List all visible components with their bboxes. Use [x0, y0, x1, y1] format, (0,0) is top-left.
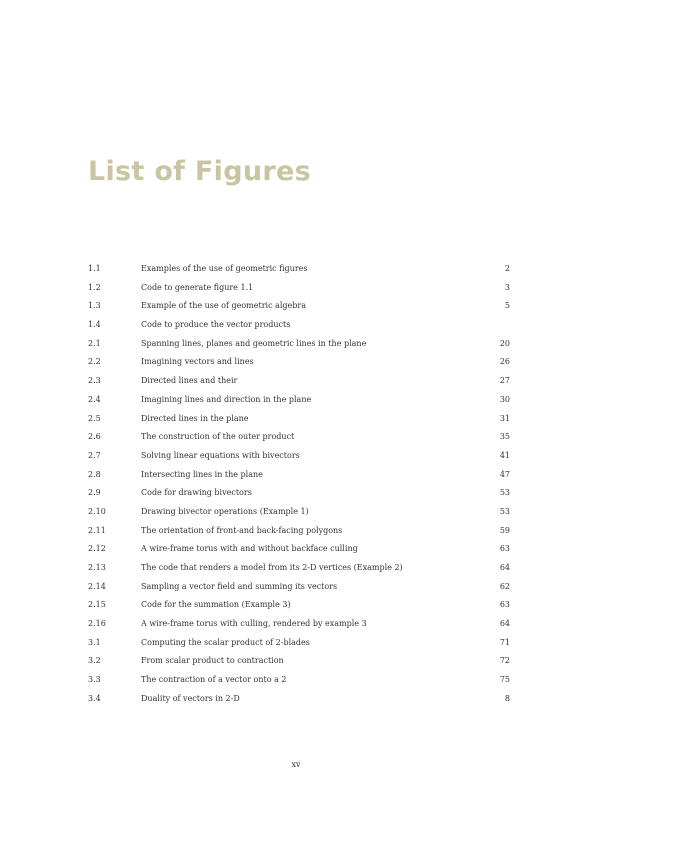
figure-page-number: 35 [499, 432, 510, 442]
figure-number: 2.13 [88, 563, 106, 572]
figure-entry[interactable] [88, 503, 510, 522]
figure-page-number: 72 [499, 656, 510, 666]
list-of-figures [88, 260, 510, 709]
figure-number: 1.1 [88, 264, 101, 273]
figure-caption: Imagining lines and direction in the plane [141, 394, 312, 404]
figure-number: 3.4 [88, 693, 101, 703]
figure-entry[interactable] [88, 335, 510, 354]
figure-page-number: 5 [504, 301, 510, 311]
figure-number: 2.12 [88, 544, 106, 554]
figure-entry[interactable] [88, 559, 510, 578]
figure-entry[interactable] [88, 447, 510, 466]
figure-entry[interactable] [88, 353, 510, 372]
figure-caption: Code to generate figure 1.1 [141, 282, 254, 292]
figure-caption: Drawing bivector operations (Example 1) [141, 506, 309, 516]
figure-number: 2.4 [88, 394, 101, 404]
figure-entry[interactable] [88, 522, 510, 541]
figure-page-number: 8 [504, 693, 510, 703]
figure-caption: The orientation of front-and back-facing polygons [141, 525, 343, 535]
figure-entry[interactable] [88, 279, 510, 298]
figure-number: 3.2 [88, 656, 101, 666]
figure-number: 3.1 [88, 637, 101, 647]
figure-entry[interactable] [88, 671, 510, 690]
figure-page-number: 59 [499, 525, 510, 535]
figure-entry[interactable] [88, 428, 510, 447]
figure-number: 1.3 [88, 301, 101, 311]
figure-number: 2.14 [88, 581, 106, 591]
figure-page-number: 64 [499, 563, 510, 572]
figure-entry[interactable] [88, 484, 510, 503]
figure-number: 2.11 [88, 525, 106, 535]
figure-page-number: 47 [499, 469, 510, 479]
figure-page-number: 71 [499, 637, 510, 647]
figure-page-number: 20 [499, 338, 510, 348]
figure-caption: Solving linear equations with bivectors [141, 450, 300, 460]
figure-entry[interactable] [88, 690, 510, 709]
figure-entry[interactable] [88, 615, 510, 634]
figure-caption: A wire-frame torus with culling, rendered by example 3 [141, 619, 367, 629]
figure-number: 2.2 [88, 357, 101, 367]
figure-number: 2.1 [88, 338, 101, 348]
figure-entry[interactable] [88, 540, 510, 559]
figure-caption: Intersecting lines in the plane [141, 469, 263, 479]
figure-entry[interactable] [88, 634, 510, 653]
figure-page-number: 63 [499, 600, 510, 610]
figure-number: 2.15 [88, 600, 106, 610]
figure-number: 2.10 [88, 506, 106, 516]
figure-entry[interactable] [88, 316, 510, 335]
figure-page-number: 27 [499, 376, 510, 386]
figure-entry[interactable] [88, 372, 510, 391]
figure-number: 1.4 [88, 320, 101, 330]
figure-caption: Directed lines and their [141, 376, 238, 386]
figure-page-number: 3 [504, 282, 510, 292]
figure-entry[interactable] [88, 652, 510, 671]
figure-entry[interactable] [88, 391, 510, 410]
figure-caption: From scalar product to contraction [141, 656, 284, 666]
figure-page-number: 53 [499, 488, 510, 498]
figure-caption: A wire-frame torus with and without backface culling [141, 544, 358, 554]
figure-page-number: 31 [499, 413, 510, 423]
figure-caption: Example of the use of geometric algebra [141, 301, 306, 311]
page-title: List of Figures [88, 156, 311, 187]
figure-caption: Imagining vectors and lines [141, 357, 254, 367]
figure-caption: Code for drawing bivectors [141, 488, 252, 498]
figure-caption: Examples of the use of geometric figures [141, 264, 308, 273]
figure-caption: Directed lines in the plane [141, 413, 249, 423]
figure-number: 2.9 [88, 488, 101, 498]
figure-page-number: 63 [499, 544, 510, 554]
figure-page-number: 62 [499, 581, 510, 591]
figure-number: 2.16 [88, 619, 106, 629]
figure-caption: Sampling a vector field and summing its vectors [141, 581, 338, 591]
figure-entry[interactable] [88, 596, 510, 615]
figure-number: 3.3 [88, 675, 101, 685]
figure-entry[interactable] [88, 260, 510, 279]
figure-caption: Code to produce the vector products [141, 320, 291, 330]
figure-entry[interactable] [88, 466, 510, 485]
figure-entry[interactable] [88, 297, 510, 316]
figure-page-number: 2 [504, 264, 510, 273]
figure-page-number: 26 [499, 357, 510, 367]
figure-page-number: 41 [499, 450, 510, 460]
figure-caption: Computing the scalar product of 2-blades [141, 637, 310, 647]
figure-number: 2.8 [88, 469, 101, 479]
figure-caption: The construction of the outer product [141, 432, 295, 442]
figure-entry[interactable] [88, 578, 510, 597]
figure-caption: The code that renders a model from its 2-D vertices (Example 2) [141, 563, 403, 572]
figure-page-number: 53 [499, 506, 510, 516]
figure-entry[interactable] [88, 410, 510, 429]
figure-caption: Code for the summation (Example 3) [141, 600, 291, 610]
figure-page-number: 30 [499, 394, 510, 404]
figure-page-number: 75 [499, 675, 510, 685]
figure-number: 2.5 [88, 413, 101, 423]
figure-caption: The contraction of a vector onto a 2 [141, 675, 287, 685]
figure-number: 1.2 [88, 282, 101, 292]
figure-caption: Spanning lines, planes and geometric lines in the plane [141, 338, 367, 348]
figure-page-number: 64 [499, 619, 510, 629]
figure-number: 2.3 [88, 376, 101, 386]
figure-caption: Duality of vectors in 2-D [141, 693, 240, 703]
figure-number: 2.7 [88, 450, 101, 460]
figure-number: 2.6 [88, 432, 101, 442]
page-number: xv [291, 760, 301, 769]
